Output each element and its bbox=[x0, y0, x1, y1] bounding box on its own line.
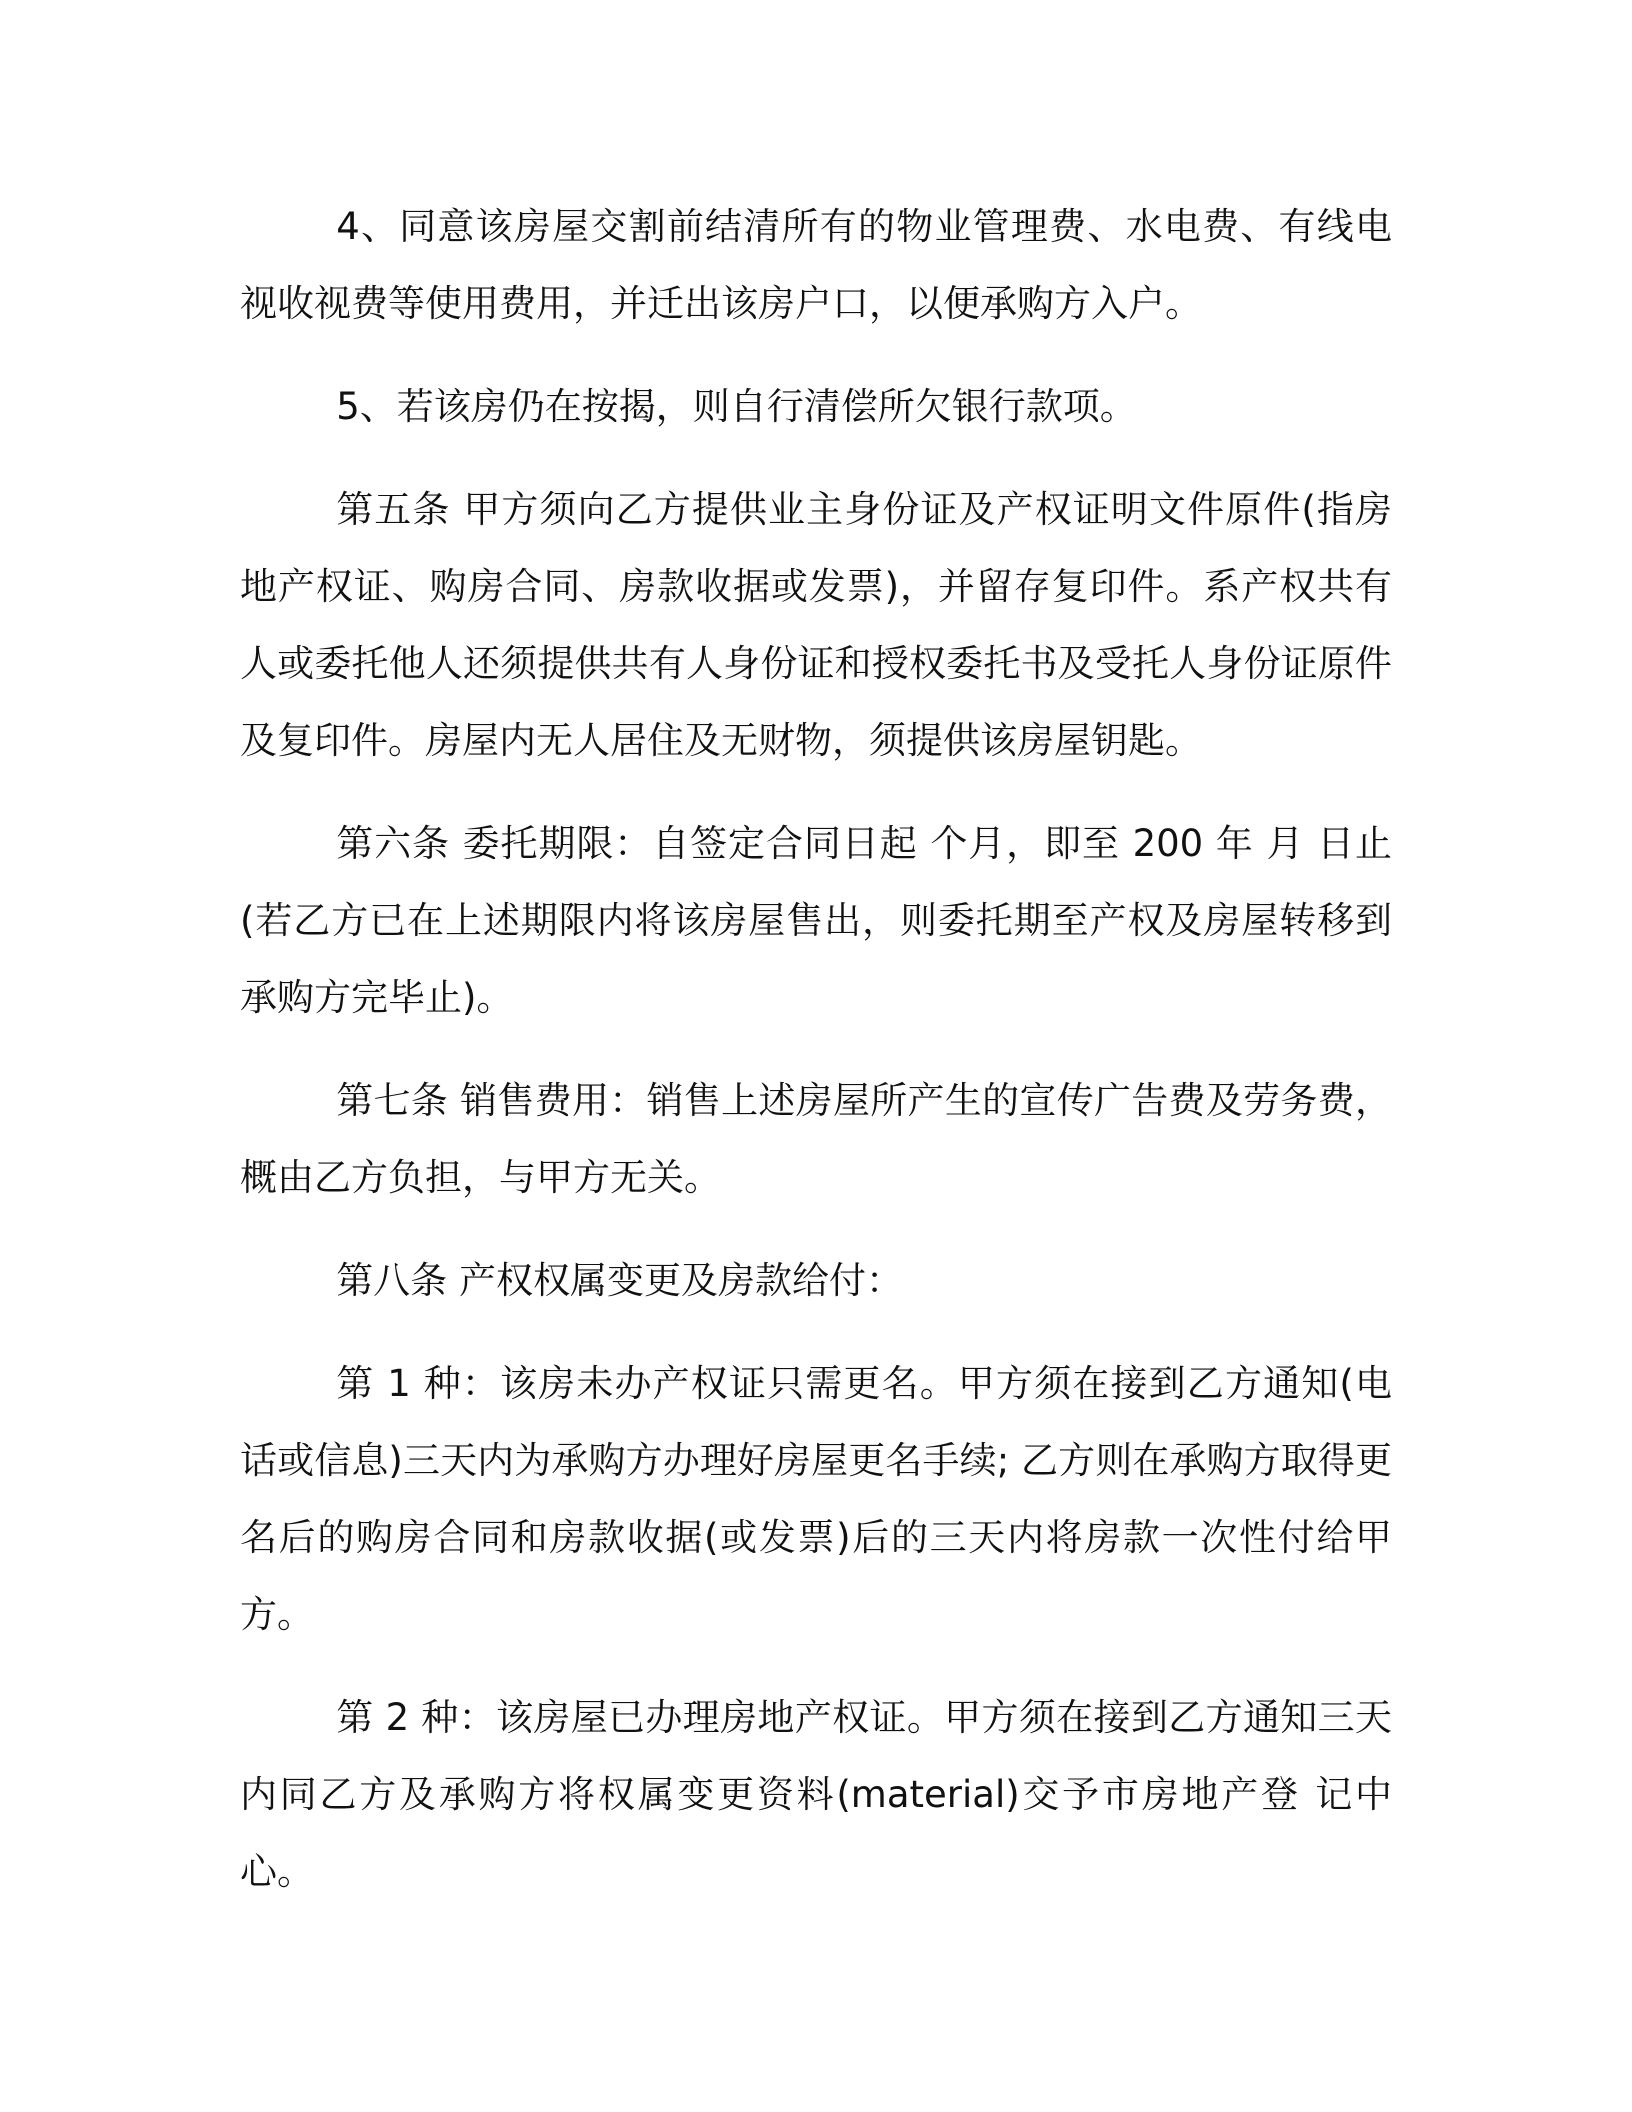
clause-item-4: 4、同意该房屋交割前结清所有的物业管理费、水电费、有线电视收视费等使用费用，并迁出该房户口，以便承购方入户。 bbox=[240, 205, 1392, 325]
article-6: 第六条 委托期限：自签定合同日起 个月，即至 200 年 月 日止(若乙方已在上述期限内将该房屋售出，则委托期至产权及房屋转移到承购方完毕止)。 bbox=[240, 822, 1392, 1019]
article-8-option-2: 第 2 种：该房屋已办理房地产权证。甲方须在接到乙方通知三天内同乙方及承购方将权属变更资料(material)交予市房地产登 记中心。 bbox=[240, 1696, 1392, 1893]
article-8-heading: 第八条 产权权属变更及房款给付： bbox=[336, 1259, 903, 1302]
article-5: 第五条 甲方须向乙方提供业主身份证及产权证明文件原件(指房地产权证、购房合同、房款收据或发票)，并留存复印件。系产权共有人或委托他人还须提供共有人身份证和授权委托书及受托人身份证原件及复印件。房屋内无人居住及无财物，须提供该房屋钥匙。 bbox=[240, 488, 1392, 762]
clause-item-5: 5、若该房仍在按揭，则自行清偿所欠银行款项。 bbox=[336, 385, 1137, 428]
article-8-option-1: 第 1 种：该房未办产权证只需更名。甲方须在接到乙方通知(电话或信息)三天内为承购方办理好房屋更名手续; 乙方则在承购方取得更名后的购房合同和房款收据(或发票)后的三天内将房款一次性付给甲方。 bbox=[240, 1362, 1392, 1636]
document-body bbox=[240, 188, 1392, 1936]
article-7: 第七条 销售费用：销售上述房屋所产生的宣传广告费及劳务费，概由乙方负担，与甲方无关。 bbox=[240, 1079, 1392, 1199]
